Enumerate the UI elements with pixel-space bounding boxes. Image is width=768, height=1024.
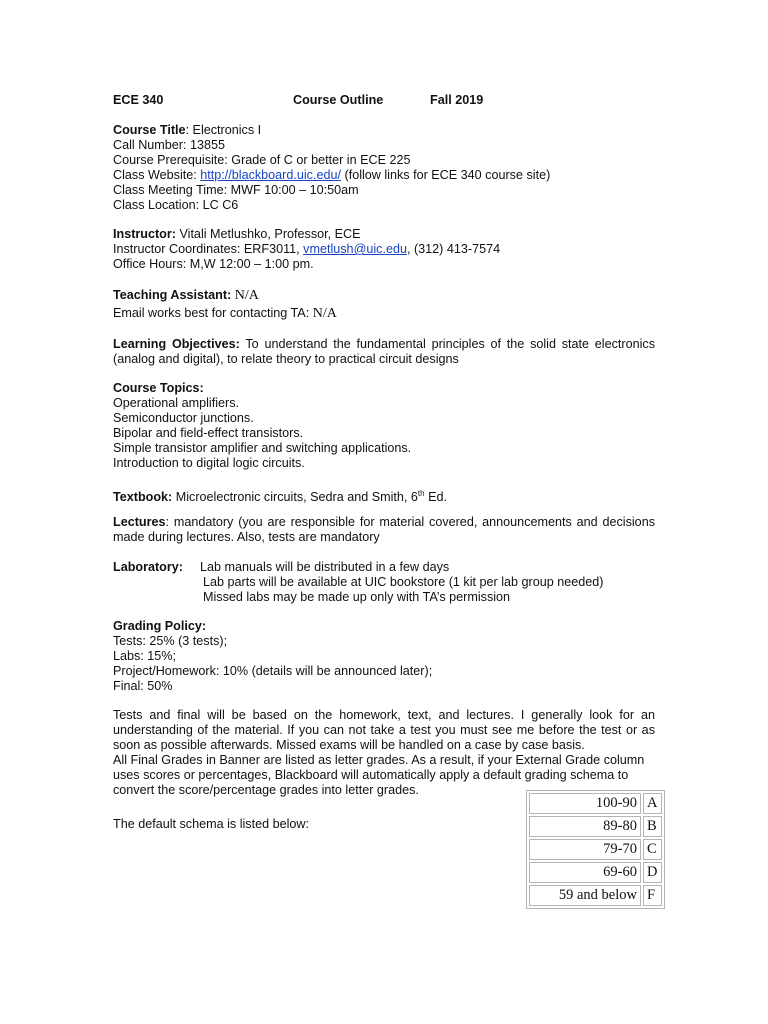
table-row bbox=[529, 885, 662, 906]
lab-item: Lab parts will be available at UIC bookstore (1 kit per lab group needed) bbox=[203, 575, 604, 589]
prerequisite: Course Prerequisite: Grade of C or better in ECE 225 bbox=[113, 153, 411, 167]
document-title: Course Outline bbox=[293, 93, 384, 107]
lectures-label: Lectures bbox=[113, 515, 166, 529]
grade-range: 59 and below bbox=[529, 885, 641, 906]
class-location: Class Location: LC C6 bbox=[113, 198, 239, 212]
policy-line: convert the score/percentage grades into letter grades. bbox=[113, 783, 419, 797]
meeting-time: Class Meeting Time: MWF 10:00 – 10:50am bbox=[113, 183, 359, 197]
topic-item: Introduction to digital logic circuits. bbox=[113, 456, 305, 470]
call-number: Call Number: 13855 bbox=[113, 138, 226, 152]
topic-item: Bipolar and field-effect transistors. bbox=[113, 426, 304, 440]
textbook-edition-sup: th bbox=[417, 489, 425, 498]
instructor-line bbox=[113, 227, 361, 242]
ta-contact: Email works best for contacting TA: bbox=[113, 306, 313, 320]
objectives-label: Learning Objectives: bbox=[113, 337, 240, 351]
office-hours: Office Hours: M,W 12:00 – 1:00 pm. bbox=[113, 257, 314, 271]
topic-item: Simple transistor amplifier and switching applications. bbox=[113, 441, 412, 455]
course-title-label: Course Title bbox=[113, 123, 186, 137]
instructor-value: Vitali Metlushko, Professor, ECE bbox=[175, 227, 361, 241]
course-title-value: : Electronics I bbox=[185, 123, 262, 137]
website-suffix: (follow links for ECE 340 course site) bbox=[341, 168, 551, 182]
grade-letter: C bbox=[643, 839, 662, 860]
coordinates-prefix: Instructor Coordinates: ERF3011, bbox=[113, 242, 304, 256]
grade-letter: A bbox=[643, 793, 662, 814]
ta-value: N/A bbox=[234, 288, 259, 303]
email-link[interactable]: vmetlush@uic.edu bbox=[303, 242, 407, 256]
topic-item: Semiconductor junctions. bbox=[113, 411, 254, 425]
grading-item: Tests: 25% (3 tests); bbox=[113, 634, 228, 648]
textbook-value: Microelectronic circuits, Sedra and Smith, 6 bbox=[172, 490, 418, 505]
grade-letter: B bbox=[643, 816, 662, 837]
textbook-tail: Ed. bbox=[424, 490, 447, 505]
grading-item: Labs: 15%; bbox=[113, 649, 177, 663]
policy-line: uses scores or percentages, Blackboard will automatically apply a default grading schema to bbox=[113, 768, 629, 782]
grade-range: 79-70 bbox=[529, 839, 641, 860]
schema-note: The default schema is listed below: bbox=[113, 817, 310, 831]
grade-range: 89-80 bbox=[529, 816, 641, 837]
table-row bbox=[529, 839, 662, 860]
lab-item: Missed labs may be made up only with TA’s permission bbox=[203, 590, 511, 604]
topic-item: Operational amplifiers. bbox=[113, 396, 239, 410]
policy-line: understanding of the material. If you can not take a test you must see me before the test or as bbox=[113, 723, 655, 737]
table-row bbox=[529, 862, 662, 883]
topics-heading: Course Topics: bbox=[113, 381, 204, 395]
lectures-line-1 bbox=[113, 515, 655, 530]
textbook-line bbox=[113, 486, 447, 505]
objectives-line-1 bbox=[113, 337, 655, 352]
policy-line: All Final Grades in Banner are listed as letter grades. As a result, if your External Grade column bbox=[113, 753, 645, 767]
grade-letter: F bbox=[643, 885, 662, 906]
grade-range: 69-60 bbox=[529, 862, 641, 883]
laboratory-label: Laboratory: bbox=[113, 560, 183, 574]
ta-line bbox=[113, 288, 259, 303]
ta-label: Teaching Assistant: bbox=[113, 288, 232, 302]
lectures-line-2: made during lectures. Also, tests are mandatory bbox=[113, 530, 380, 544]
website-prefix: Class Website: bbox=[113, 168, 201, 182]
grading-heading: Grading Policy: bbox=[113, 619, 207, 633]
objectives-line-2: (analog and digital), to relate theory to practical circuit designs bbox=[113, 352, 459, 366]
ta-contact-line bbox=[113, 306, 337, 321]
course-code: ECE 340 bbox=[113, 93, 164, 107]
grading-item: Project/Homework: 10% (details will be announced later); bbox=[113, 664, 433, 678]
website-link[interactable]: http://blackboard.uic.edu/ bbox=[200, 168, 341, 182]
class-website-line bbox=[113, 168, 550, 183]
table-row bbox=[529, 816, 662, 837]
grade-schema-table bbox=[526, 790, 665, 909]
instructor-coordinates bbox=[113, 242, 500, 257]
policy-line: soon as possible afterwards. Missed exams will be handled on a case by case basis. bbox=[113, 738, 585, 752]
policy-line: Tests and final will be based on the homework, text, and lectures. I generally look for an bbox=[113, 708, 655, 722]
grade-range: 100-90 bbox=[529, 793, 641, 814]
lab-item: Lab manuals will be distributed in a few days bbox=[200, 560, 450, 574]
textbook-label: Textbook: bbox=[113, 490, 173, 505]
coordinates-suffix: , (312) 413-7574 bbox=[406, 242, 501, 256]
instructor-label: Instructor: bbox=[113, 227, 176, 241]
term: Fall 2019 bbox=[430, 93, 484, 107]
table-row bbox=[529, 793, 662, 814]
grading-item: Final: 50% bbox=[113, 679, 173, 693]
objectives-text-1: To understand the fundamental principles of the solid state electronics bbox=[245, 337, 655, 351]
ta-contact-value: N/A bbox=[312, 306, 337, 321]
grade-letter: D bbox=[643, 862, 662, 883]
lectures-text-1: : mandatory (you are responsible for material covered, announcements and decisions bbox=[165, 515, 655, 529]
course-title-line bbox=[113, 123, 261, 138]
